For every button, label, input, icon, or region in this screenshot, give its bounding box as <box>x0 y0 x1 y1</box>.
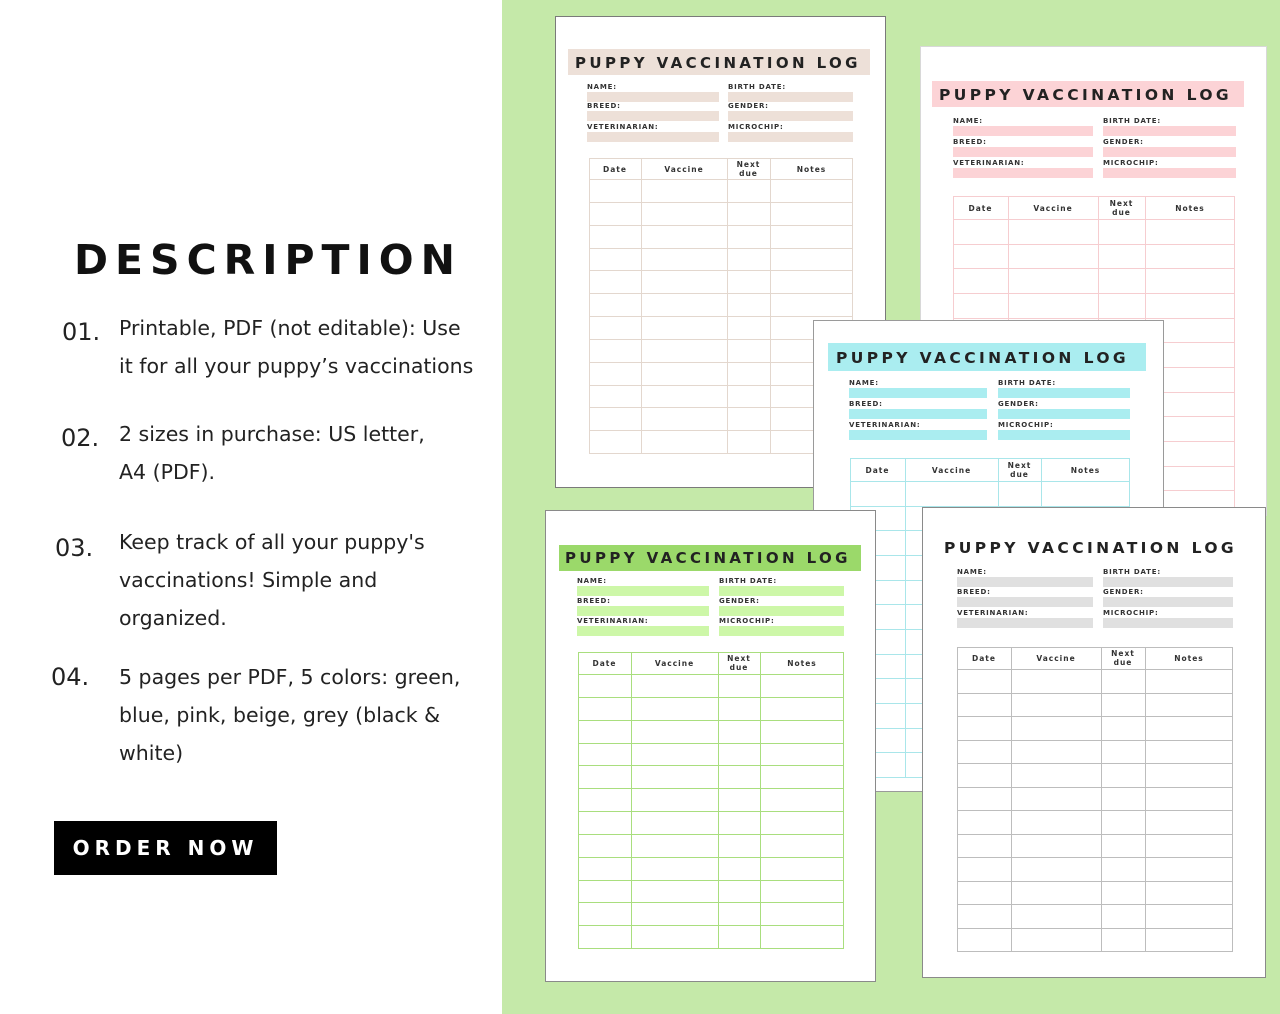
blue-col-next-due: Next due <box>1007 461 1032 479</box>
blue-birthdate-field <box>998 388 1130 398</box>
beige-veterinarian-label: VETERINARIAN: <box>587 123 659 131</box>
beige-gender-field <box>728 111 853 121</box>
beige-col-date: Date <box>603 165 627 174</box>
grey-name-label: NAME: <box>957 568 987 576</box>
grey-table-lines <box>957 647 1233 952</box>
beige-microchip-label: MICROCHIP: <box>728 123 784 131</box>
green-col-notes: Notes <box>787 659 817 668</box>
grey-microchip-field <box>1103 618 1233 628</box>
green-veterinarian-field <box>577 626 709 636</box>
blue-name-label: NAME: <box>849 379 879 387</box>
grey-veterinarian-label: VETERINARIAN: <box>957 609 1029 617</box>
blue-microchip-label: MICROCHIP: <box>998 421 1054 429</box>
green-col-vaccine: Vaccine <box>654 659 695 668</box>
grey-name-field <box>957 577 1093 587</box>
beige-title: PUPPY VACCINATION LOG <box>575 54 861 72</box>
blue-breed-label: BREED: <box>849 400 883 408</box>
beige-birthdate-label: BIRTH DATE: <box>728 83 786 91</box>
beige-gender-label: GENDER: <box>728 102 769 110</box>
blue-gender-field <box>998 409 1130 419</box>
item-4-number: 04. <box>51 663 90 691</box>
pink-col-next-due: Next due <box>1109 199 1134 217</box>
green-title: PUPPY VACCINATION LOG <box>565 549 851 567</box>
pink-title: PUPPY VACCINATION LOG <box>939 86 1233 104</box>
pink-gender-label: GENDER: <box>1103 138 1144 146</box>
grey-col-vaccine: Vaccine <box>1036 654 1076 663</box>
green-birthdate-field <box>719 586 844 596</box>
green-col-date: Date <box>592 659 617 668</box>
grey-breed-field <box>957 597 1093 607</box>
description-title: DESCRIPTION <box>74 236 462 284</box>
blue-col-notes: Notes <box>1070 466 1101 475</box>
green-col-next-due: Next due <box>727 654 751 672</box>
green-log-page <box>545 510 876 982</box>
beige-col-notes: Notes <box>796 165 827 174</box>
pink-col-notes: Notes <box>1175 204 1205 213</box>
green-microchip-field <box>719 626 844 636</box>
grey-col-next-due: Next due <box>1111 649 1135 667</box>
blue-microchip-field <box>998 430 1130 440</box>
pink-col-vaccine: Vaccine <box>1033 204 1073 213</box>
green-name-label: NAME: <box>577 577 607 585</box>
beige-name-label: NAME: <box>587 83 617 91</box>
order-now-button[interactable]: ORDER NOW <box>54 821 277 875</box>
beige-col-next-due: Next due <box>736 160 761 178</box>
grey-vaccination-table <box>957 647 1233 952</box>
description-panel <box>0 0 502 1014</box>
blue-name-field <box>849 388 987 398</box>
pink-breed-label: BREED: <box>953 138 987 146</box>
blue-veterinarian-label: VETERINARIAN: <box>849 421 921 429</box>
green-gender-field <box>719 606 844 616</box>
blue-col-vaccine: Vaccine <box>931 466 972 475</box>
pink-birthdate-label: BIRTH DATE: <box>1103 117 1161 125</box>
pink-veterinarian-field <box>953 168 1093 178</box>
pink-name-label: NAME: <box>953 117 983 125</box>
grey-microchip-label: MICROCHIP: <box>1103 609 1159 617</box>
pink-gender-field <box>1103 147 1236 157</box>
beige-name-field <box>587 92 719 102</box>
pink-microchip-field <box>1103 168 1236 178</box>
item-4-text: 5 pages per PDF, 5 colors: green, blue, pink, beige, grey (black & white) <box>119 665 461 765</box>
blue-breed-field <box>849 409 987 419</box>
grey-log-page <box>922 507 1266 978</box>
green-birthdate-label: BIRTH DATE: <box>719 577 777 585</box>
blue-veterinarian-field <box>849 430 987 440</box>
item-3-number: 03. <box>55 534 94 562</box>
item-1-text: Printable, PDF (not editable): Use it for all your puppy’s vaccinations <box>119 316 474 378</box>
pink-col-date: Date <box>968 204 993 213</box>
green-microchip-label: MICROCHIP: <box>719 617 775 625</box>
blue-birthdate-label: BIRTH DATE: <box>998 379 1056 387</box>
green-table-lines <box>578 652 844 949</box>
item-3-text: Keep track of all your puppy's vaccinations! Simple and organized. <box>119 530 425 630</box>
pink-name-field <box>953 126 1093 136</box>
pink-birthdate-field <box>1103 126 1236 136</box>
item-2-number: 02. <box>61 424 100 452</box>
beige-col-vaccine: Vaccine <box>664 165 704 174</box>
beige-breed-field <box>587 111 719 121</box>
green-name-field <box>577 586 709 596</box>
green-veterinarian-label: VETERINARIAN: <box>577 617 649 625</box>
blue-col-date: Date <box>865 466 890 475</box>
pink-veterinarian-label: VETERINARIAN: <box>953 159 1025 167</box>
item-1-number: 01. <box>62 318 101 346</box>
green-gender-label: GENDER: <box>719 597 760 605</box>
grey-gender-label: GENDER: <box>1103 588 1144 596</box>
pink-microchip-label: MICROCHIP: <box>1103 159 1159 167</box>
beige-microchip-field <box>728 132 853 142</box>
grey-col-notes: Notes <box>1174 654 1204 663</box>
beige-birthdate-field <box>728 92 853 102</box>
grey-gender-field <box>1103 597 1233 607</box>
grey-birthdate-field <box>1103 577 1233 587</box>
grey-title: PUPPY VACCINATION LOG <box>944 539 1238 557</box>
beige-breed-label: BREED: <box>587 102 621 110</box>
green-breed-field <box>577 606 709 616</box>
blue-gender-label: GENDER: <box>998 400 1039 408</box>
blue-title: PUPPY VACCINATION LOG <box>836 349 1130 367</box>
grey-birthdate-label: BIRTH DATE: <box>1103 568 1161 576</box>
item-2-text: 2 sizes in purchase: US letter, A4 (PDF). <box>119 422 425 484</box>
green-vaccination-table <box>578 652 844 949</box>
beige-veterinarian-field <box>587 132 719 142</box>
grey-veterinarian-field <box>957 618 1093 628</box>
grey-col-date: Date <box>972 654 996 663</box>
grey-breed-label: BREED: <box>957 588 991 596</box>
pink-breed-field <box>953 147 1093 157</box>
green-breed-label: BREED: <box>577 597 611 605</box>
